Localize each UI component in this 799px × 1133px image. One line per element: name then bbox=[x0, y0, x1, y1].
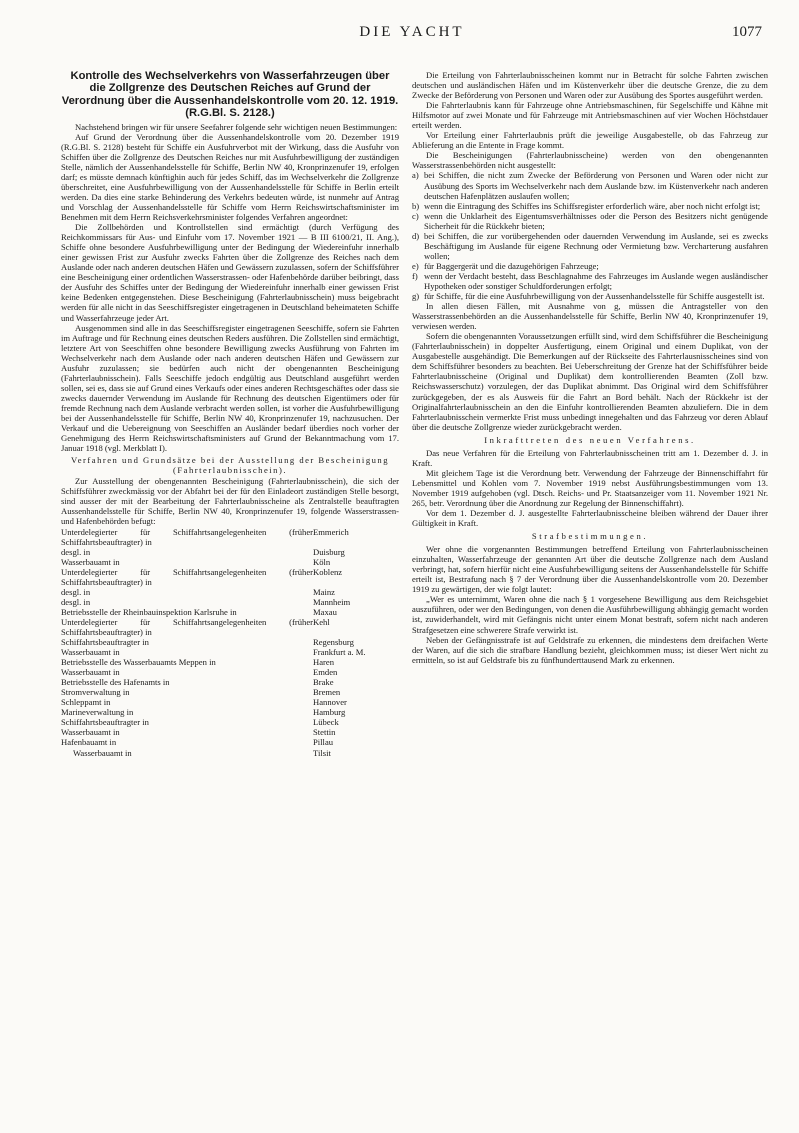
authority-city: Tilsit bbox=[313, 747, 331, 758]
authority-row bbox=[61, 677, 399, 687]
authority-city: Stettin bbox=[313, 727, 336, 738]
authority-row bbox=[61, 557, 399, 567]
authority-name: Wasserbauamt in bbox=[61, 647, 120, 658]
condition-item bbox=[412, 170, 768, 200]
condition-marker: e) bbox=[412, 260, 419, 271]
condition-item bbox=[412, 211, 768, 231]
condition-marker: b) bbox=[412, 200, 420, 211]
authority-city: Köln bbox=[313, 556, 331, 567]
authority-row bbox=[61, 547, 399, 557]
authority-name: Wasserbauamt in bbox=[61, 556, 120, 567]
condition-marker: a) bbox=[412, 170, 419, 181]
authority-name: Schiffahrtsbeauftragter in bbox=[61, 637, 149, 648]
running-title: DIE YACHT bbox=[359, 24, 465, 40]
authority-name: Unterdelegierter für Schiffahrtsangelegenheiten (früher Schiffahrtsbeauftragter) in bbox=[61, 526, 313, 547]
condition-item bbox=[412, 231, 768, 261]
authority-name: Betriebsstelle des Wasserbauamts Meppen in bbox=[61, 657, 216, 668]
authority-row bbox=[61, 527, 399, 547]
authority-city: Haren bbox=[313, 657, 334, 668]
authority-city: Koblenz bbox=[313, 566, 343, 577]
paragraph: Wer ohne die vorgenannten Bestimmungen betreffend Erteilung von Fahrterlaubnisscheinen einzuhalten, Wasserfahrzeuge der genannten Art über die deutsche Zollgrenze nach dem Ausland verbringt, hat, sofern hierfür nicht eine Ausfuhrbewilligung seitens der Aussenhandelsstelle für Schiffe erteilt ist, Bestrafung nach § 7 der Verordnung über die Aussenhandelskontrolle vom 20. Dezember 1919 zu gewärtigen, der wie folgt lautet: bbox=[412, 544, 768, 595]
paragraph: Neben der Gefängnisstrafe ist auf Geldstrafe zu erkennen, die mindestens dem dreifachen Werte der Waren, auf die sich die strafbare Handlung bezieht, gleichkommen muss; ist dieser Wert nicht zu ermitteln, so ist auf Geldstrafe bis zu fünfhunderttausend Mark zu erkennen. bbox=[412, 634, 768, 665]
authority-row bbox=[61, 737, 399, 747]
authority-city: Pillau bbox=[313, 737, 334, 748]
authority-city: Duisburg bbox=[313, 546, 345, 557]
condition-text: wenn der Verdacht besteht, dass Beschlagnahme des Fahrzeuges im Auslande wegen ausländischer Hypotheken oder sonstiger Schuldforderungen erfolgt; bbox=[424, 270, 768, 291]
authority-row bbox=[61, 697, 399, 707]
authority-city: Bremen bbox=[313, 687, 341, 698]
page-number: 1077 bbox=[732, 24, 762, 40]
paragraph: Nachstehend bringen wir für unsere Seefahrer folgende sehr wichtigen neuen Bestimmungen: bbox=[75, 121, 398, 132]
condition-text: bei Schiffen, die nicht zum Zwecke der Beförderung von Personen und Waren oder nicht zur Ausübung des Sports im Wechselverkehr nach dem Auslande bzw. im Küstenverkehr nach anderen deutschen Hafenplätzen auslaufen wollen; bbox=[424, 170, 768, 201]
paragraph: Das neue Verfahren für die Erteilung von Fahrterlaubnisscheinen tritt am 1. Dezember d. J. in Kraft. bbox=[412, 447, 768, 468]
paragraph: Die Bescheinigungen (Fahrterlaubnisscheine) werden von den obengenannten Wasserstrassenbehörden nicht ausgestellt: bbox=[412, 150, 768, 171]
authority-name: Wasserbauamt in bbox=[61, 727, 120, 738]
authority-row bbox=[61, 727, 399, 737]
authority-name: desgl. in bbox=[61, 586, 91, 597]
paragraph: In allen diesen Fällen, mit Ausnahme von g, müssen die Antragsteller von den Wasserstrassenbehörden an die Aussenhandelsstelle für Schiffe, Berlin NW 40, Kronprinzenufer 19, verwiesen werden. bbox=[412, 301, 768, 332]
condition-marker: d) bbox=[412, 230, 420, 241]
authority-city: Lübeck bbox=[313, 717, 339, 728]
section-heading: Inkrafttreten des neuen Verfahrens. bbox=[484, 434, 696, 445]
authority-row bbox=[61, 587, 399, 597]
paragraph: Die Zollbehörden und Kontrollstellen sind ermächtigt (durch Verfügung des Reichkommissars für Aus- und Einfuhr vom 17. November 1921 — B III 6100/21, II. Ang.), Schiffe ohne besondere Ausfuhrbewilligung unter der Bedingung der Wiedereinfuhr innerhalb einer gewissen Frist zur Ausfuhr zwecks Fahrten über die Zollgrenze des Reiches nach dem Auslande oder nach anderen deutschen Häfen und Gewässern zuzulassen, sofern der Schiffsführer eine Bescheinigung einer ordentlichen Wasserstrassen- oder Hafenbehörde darüber beibringt, dass der Ausfuhr des Schiffes unter der Bedingung der Wiedereinfuhr innerhalb einer gewissen Frist keine Bedenken entgegenstehen. Diese Bescheinigung (Fahrterlaubnisschein) muss beigebracht werden für alle nicht in das Seeschiffsregister eingetragenen in Deutschland beheimateten Schiffe und Wasserfahrzeuge jeder Art. bbox=[61, 222, 399, 323]
paragraph: Vor dem 1. Dezember d. J. ausgestellte Fahrterlaubnisscheine bleiben während der Dauer ihrer Gültigkeit in Kraft. bbox=[412, 508, 768, 529]
condition-text: für Schiffe, für die eine Ausfuhrbewilligung von der Aussenhandelsstelle für Schiffe ausgestellt ist. bbox=[424, 291, 765, 302]
authority-name: Betriebsstelle des Hafenamts in bbox=[61, 677, 170, 688]
paragraph: Ausgenommen sind alle in das Seeschiffsregister eingetragenen Seeschiffe, sofern sie Fahrten im Auftrage und für Rechnung eines deutschen Reders ausführen. Die Zollstellen sind ermächtigt, letztere Art von Seeschiffen ohne besondere Bewilligung zwecks Ausführung von Fahrten im Wechselverkehr nach dem Auslande oder nach anderen deutschen Häfen und Gewässern zur Ausfuhr zuzulassen; sie bedürfen auch nicht der obengenannten Bescheinigung (Fahrterlaubnisschein). Falls Seeschiffe jedoch endgültig aus Deutschland ausgeführt werden sollen, sei es, dass sie auf Grund eines Verkaufs oder eines anderen Rechtsgeschäftes oder dass sie zwecks dauernder Verwendung im Auslande für Rechnung des deutschen Eigentümers oder für fremde Rechnung nach dem Auslande verbracht werden sollen, ist vorher die Ausfuhrbewilligung bei der Aussenhandelsstelle für Schiffe, Berlin NW 40, Kronprinzenufer 19, nachzusuchen. Der Verkauf und die Uebereignung von Seeschiffen an Ausländer bedarf überdies noch vorher der Genehmigung des Herrn Reichswirtschaftsministers auf Grund der Bekanntmachung vom 17. Januar 1918 (vgl. Merkblatt I). bbox=[61, 322, 399, 454]
section-heading: Strafbestimmungen. bbox=[531, 531, 649, 542]
paragraph: Mit gleichem Tage ist die Verordnung betr. Verwendung der Fahrzeuge der Binnenschiffahrt für Lebensmittel und Kohlen vom 7. November 1919 nebst Ausführungsbestimmungen vom 13. November 1919 aufgehoben (vgl. Dtsch. Reichs- und Pr. Staatsanzeiger vom 11. November 1921 Nr. 265, betr. Verordnung über die Anordnung zur Regelung der Binnenschiffahrt). bbox=[412, 467, 768, 508]
authority-row bbox=[61, 707, 399, 717]
condition-marker: c) bbox=[412, 210, 419, 221]
authority-city: Maxau bbox=[313, 606, 337, 617]
authority-row bbox=[61, 647, 399, 657]
authority-name: Schiffahrtsbeauftragter in bbox=[61, 717, 149, 728]
authority-name: Schleppamt in bbox=[61, 697, 111, 708]
authority-name: Marineverwaltung in bbox=[61, 707, 134, 718]
authority-city: Emmerich bbox=[313, 526, 349, 537]
right-column bbox=[412, 70, 768, 665]
authority-name: desgl. in bbox=[61, 596, 91, 607]
authority-name: Stromverwaltung in bbox=[61, 687, 130, 698]
condition-text: für Baggergerät und die dazugehörigen Fahrzeuge; bbox=[424, 260, 599, 271]
authority-city: Emden bbox=[313, 667, 338, 678]
authority-row bbox=[61, 748, 399, 758]
authority-city: Mainz bbox=[313, 586, 335, 597]
authority-name: Wasserbauamt in bbox=[73, 747, 132, 758]
authority-city: Frankfurt a. M. bbox=[313, 647, 366, 658]
authority-row bbox=[61, 687, 399, 697]
section-heading: Verfahren und Grundsätze bei der Ausstellung der Bescheinigung (Fahrterlaubnisschein). bbox=[70, 455, 390, 476]
page-header bbox=[62, 24, 762, 46]
authority-city: Hamburg bbox=[313, 707, 346, 718]
condition-marker: g) bbox=[412, 291, 420, 302]
authority-name: Unterdelegierter für Schiffahrtsangelegenheiten (früher Schiffahrtsbeauftragter) in bbox=[61, 566, 313, 587]
authority-city: Mannheim bbox=[313, 596, 351, 607]
authority-row bbox=[61, 637, 399, 647]
authority-name: Unterdelegierter für Schiffahrtsangelegenheiten (früher Schiffahrtsbeauftragter) in bbox=[61, 616, 313, 637]
authority-row bbox=[61, 657, 399, 667]
condition-text: wenn die Eintragung des Schiffes ins Schiffsregister erforderlich wäre, aber noch nicht erfolgt ist; bbox=[424, 200, 761, 211]
condition-list bbox=[412, 170, 768, 301]
paragraph: Die Fahrterlaubnis kann für Fahrzeuge ohne Antriebsmaschinen, für Segelschiffe und Kähne mit Hilfsmotor auf zwei Monate und für Fahrzeuge mit Antriebsmaschinen auf vier Wochen Höchstdauer erteilt werden. bbox=[412, 100, 768, 131]
condition-item bbox=[412, 261, 768, 271]
condition-marker: f) bbox=[412, 270, 418, 281]
authority-city: Hannover bbox=[313, 697, 347, 708]
left-column bbox=[61, 70, 399, 758]
authority-row bbox=[61, 667, 399, 677]
authority-name: Betriebsstelle der Rheinbauinspektion Karlsruhe in bbox=[61, 606, 237, 617]
condition-item bbox=[412, 291, 768, 301]
authority-list bbox=[61, 527, 399, 758]
authority-row bbox=[61, 567, 399, 587]
authority-name: Wasserbauamt in bbox=[61, 667, 120, 678]
paragraph: Vor Erteilung einer Fahrterlaubnis prüft die jeweilige Ausgabestelle, ob das Fahrzeug zur Ablieferung an die Entente in Frage kommt. bbox=[412, 130, 768, 151]
authority-row bbox=[61, 607, 399, 617]
paragraph: „Wer es unternimmt, Waren ohne die nach § 1 vorgesehene Bewilligung aus dem Reichsgebiet auszuführen, oder wer den Bedingungen, von denen die Ausführbewilligung abhängig gemacht worden ist, zuwiderhandelt, wird mit Gefängnis nicht unter einem Monat bestraft, sofern nicht nach anderen Strafgesetzen eine schwerere Strafe verwirkt ist. bbox=[412, 594, 768, 635]
condition-item bbox=[412, 201, 768, 211]
paragraph: Die Erteilung von Fahrterlaubnisscheinen kommt nur in Betracht für solche Fahrten zwischen deutschen und ausländischen Häfen und im Küstenverkehr über die deutsche Grenze, die zu dem Zwecke der Beförderung von Personen und Waren oder zur Ausübung des Sportes ausgeführt werden. bbox=[412, 70, 768, 101]
condition-text: wenn die Unklarheit des Eigentumsverhältnisses oder die Person des Besitzers nicht genügende Sicherheit für die Rückkehr bieten; bbox=[424, 210, 768, 231]
authority-city: Kehl bbox=[313, 616, 330, 627]
paragraph: Zur Ausstellung der obengenannten Bescheinigung (Fahrterlaubnisschein), die sich der Schiffsführer zweckmässig vor der Abfahrt bei der für den Einladeort zuständigen Stelle besorgt, sind ausser der mit der Bearbeitung der Fahrterlaubnisscheine als Zentralstelle beauftragten Aussenhandelsstelle für Schiffe, Berlin NW 40, Kronprinzenufer 19, folgende Wasserstrassen- und Hafenbehörden befugt: bbox=[61, 476, 399, 527]
authority-row bbox=[61, 597, 399, 607]
article-heading: Kontrolle des Wechselverkehrs von Wasserfahrzeugen über die Zollgrenze des Deutschen Reiches auf Grund der Verordnung über die Aussenhandelskontrolle vom 20. 12. 1919. (R.G.Bl. S. 2128.) bbox=[61, 70, 399, 120]
authority-row bbox=[61, 617, 399, 637]
authority-row bbox=[61, 717, 399, 727]
condition-item bbox=[412, 271, 768, 291]
authority-city: Regensburg bbox=[313, 637, 354, 648]
authority-city: Brake bbox=[313, 677, 334, 688]
paragraph: Sofern die obengenannten Voraussetzungen erfüllt sind, wird dem Schiffsführer die Bescheinigung (Fahrterlaubnisschein) in doppelter Ausfertigung, einem Original und einem Duplikat, von der Ausgabestelle ausgehändigt. Die Bemerkungen auf der Rückseite des Fahrterlausnisscheines sind von dem Schiffsführer besonders zu beachten. Bei Ueberschreitung der Grenze hat der Schiffsführer beide Fahrterlaubnisscheine (Original und Duplikat) dem kontrollierenden Beamten (Zoll bzw. Reichswasserschutz) vorzulegen, der das Duplikat abnimmt. Das Original wird dem Schiffsführer zurückgegeben, der es als Ausweis für die Fahrt an Bord behält. Nach der Rückkehr ist der Originalfahrterlaubnisschein an den die Einfuhr kontrollierenden Beamten abzuliefern. Die in dem Fahrterlaubnisschein vermerkte Frist muss unbedingt innegehalten und das Fahrzeug vor deren Ablauf über die deutsche Zollgrenze wieder zurückgebracht werden. bbox=[412, 331, 768, 432]
paragraph: Auf Grund der Verordnung über die Aussenhandelskontrolle vom 20. Dezember 1919 (R.G.Bl. S. 2128) besteht für Schiffe ein Ausfuhrverbot mit der Wirkung, dass die Ausfuhr von Schiffen über die Zollgrenze des Deutschen Reiches nur mit Ausfuhrbewilligung der zuständigen Stelle, nämlich der Aussenhandelsstelle für Schiffe, Berlin NW 40, Kronprinzenufer 19, erfolgen darf; es müsste demnach künftighin auch für jedes Schiff, das im Wechselverkehr die Zollgrenze überschreitet, eine Ausfuhrbewilligung von der Aussenhandelsstelle für Schiffe in Berlin erteilt werden. Da dies eine starke Behinderung des Verkehrs bedeuten würde, ist nunmehr auf Antrag und Vorschlag der Aussenhandelsstelle für Schiffe vom Herrn Reichswirtschaftsminister im Benehmen mit dem Herrn Reichsverkehrsminister folgendes Verfahren angeordnet: bbox=[61, 131, 399, 223]
condition-text: bei Schiffen, die zur vorübergehenden oder dauernden Verwendung im Auslande, sei es zwecks Beschäftigung im Auslande für eigene Rechnung oder Vermietung bzw. Vercharterung ausfahren wollen; bbox=[424, 230, 768, 261]
authority-name: Hafenbauamt in bbox=[61, 737, 117, 748]
authority-name: desgl. in bbox=[61, 546, 91, 557]
